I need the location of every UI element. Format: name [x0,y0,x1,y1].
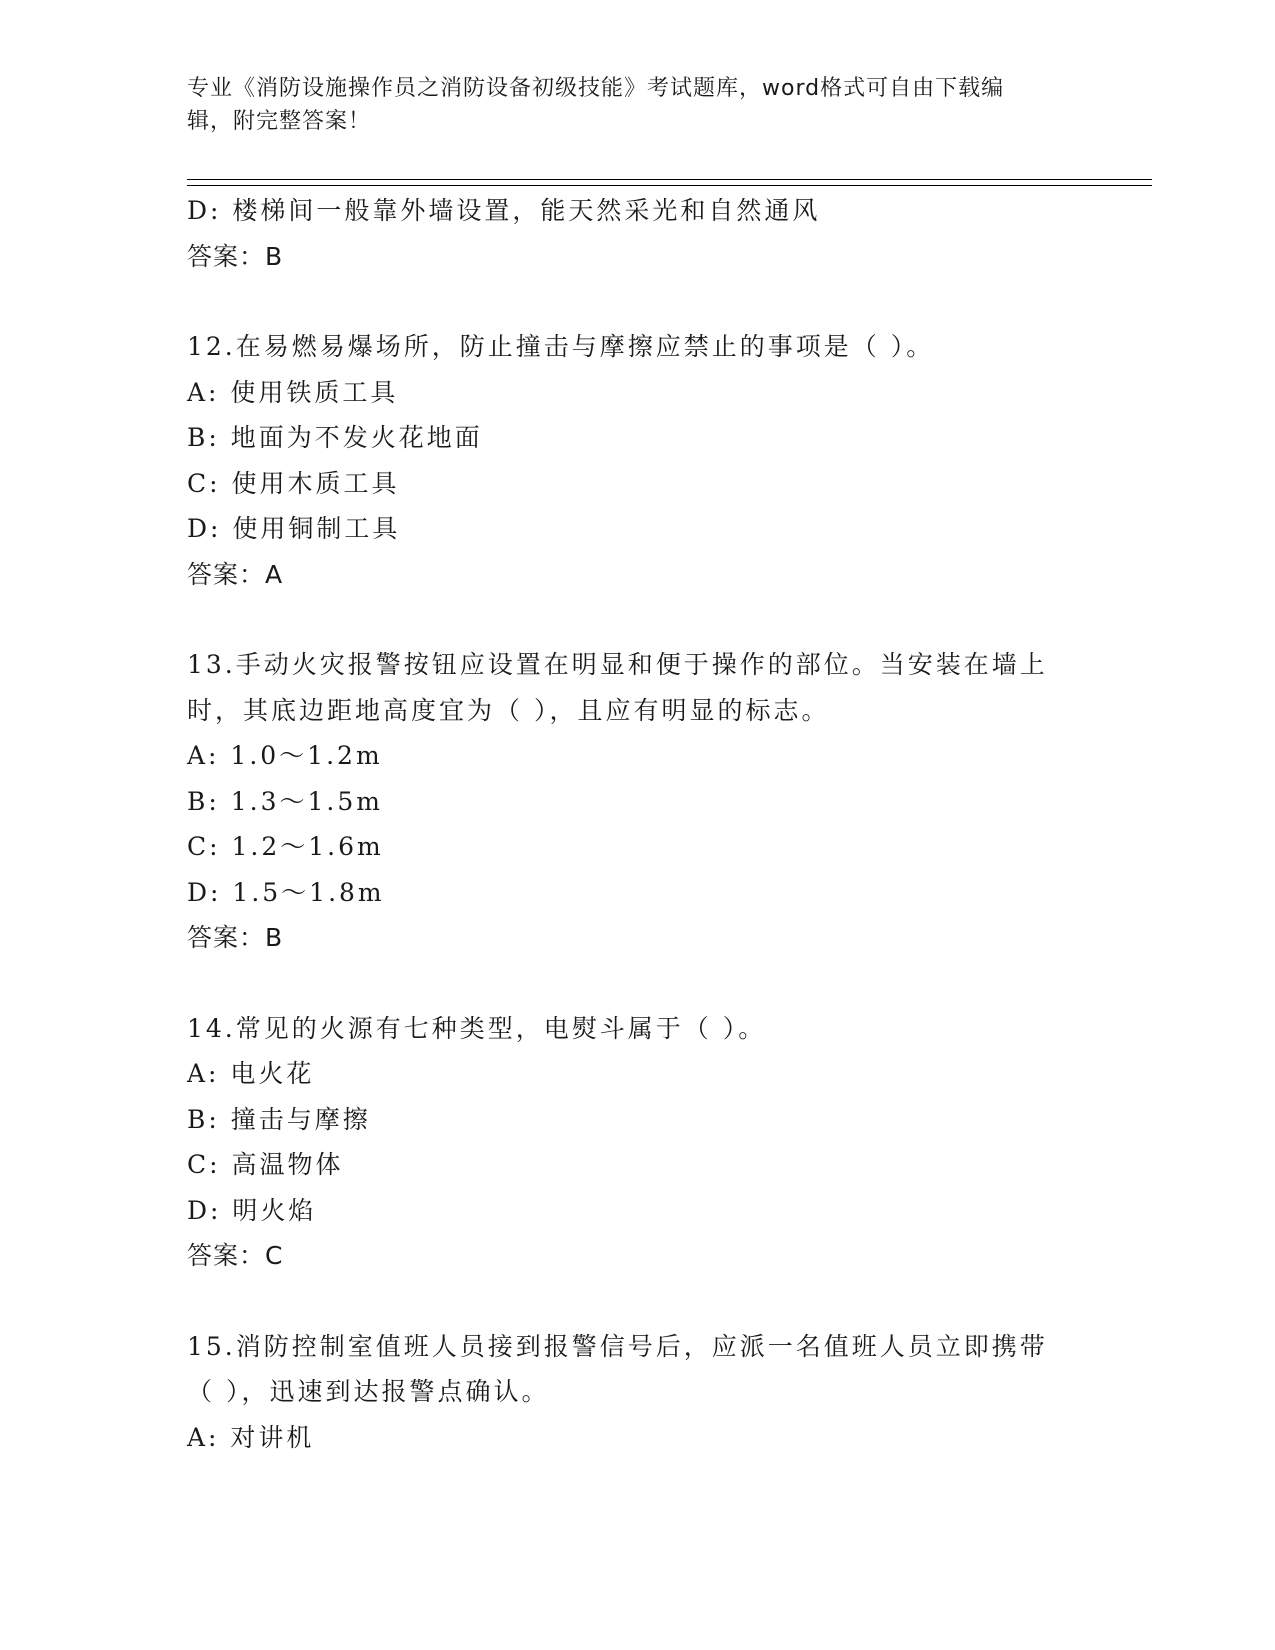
option-a: A: 1.0～1.2m [187,741,383,770]
document-body [187,188,1087,1460]
option-d: D: 使用铜制工具 [187,514,401,543]
spacer [187,597,1087,642]
question-stem: 12.在易燃易爆场所，防止撞击与摩擦应禁止的事项是（ ）。 [187,332,935,361]
spacer [187,279,1087,324]
question-15 [187,1324,1087,1461]
spacer [187,961,1087,1006]
question-12 [187,324,1087,597]
option-d: D: 1.5～1.8m [187,877,385,907]
answer: 答案：B [187,241,284,271]
option-c: C: 使用木质工具 [187,468,400,498]
header-line-2: 辑，附完整答案！ [187,109,372,134]
answer: 答案：A [187,559,284,589]
question-stem: 14.常见的火源有七种类型，电熨斗属于（ ）。 [187,1013,767,1043]
option-d: D: 明火焰 [187,1195,317,1225]
question-11-tail [187,188,1087,279]
question-stem: 13.手动火灾报警按钮应设置在明显和便于操作的部位。当安装在墙上 [187,650,1048,679]
option-a: A: 电火花 [187,1059,315,1088]
option-a: A: 使用铁质工具 [187,377,399,407]
spacer [187,1279,1087,1324]
answer: 答案：B [187,923,284,952]
option-b: B: 1.3～1.5m [187,786,383,816]
option-a: A: 对讲机 [187,1422,315,1452]
question-14 [187,1006,1087,1279]
option-b: B: 地面为不发火花地面 [187,423,483,452]
header-divider-top [187,179,1152,180]
option-c: C: 1.2～1.6m [187,832,384,861]
question-13 [187,642,1087,961]
document-header [187,72,1087,138]
header-divider-bottom [187,185,1152,186]
question-stem: 15.消防控制室值班人员接到报警信号后，应派一名值班人员立即携带 [187,1331,1048,1361]
option-d: D: 楼梯间一般靠外墙设置，能天然采光和自然通风 [187,196,821,225]
option-b: B: 撞击与摩擦 [187,1104,371,1134]
answer: 答案：C [187,1241,284,1270]
option-c: C: 高温物体 [187,1150,344,1179]
question-stem-continued: （ ），迅速到达报警点确认。 [187,1377,550,1406]
header-line-1: 专业《消防设施操作员之消防设备初级技能》考试题库，word格式可自由下载编 [187,76,1005,101]
question-stem-continued: 时，其底边距地高度宜为（ ），且应有明显的标志。 [187,695,830,725]
